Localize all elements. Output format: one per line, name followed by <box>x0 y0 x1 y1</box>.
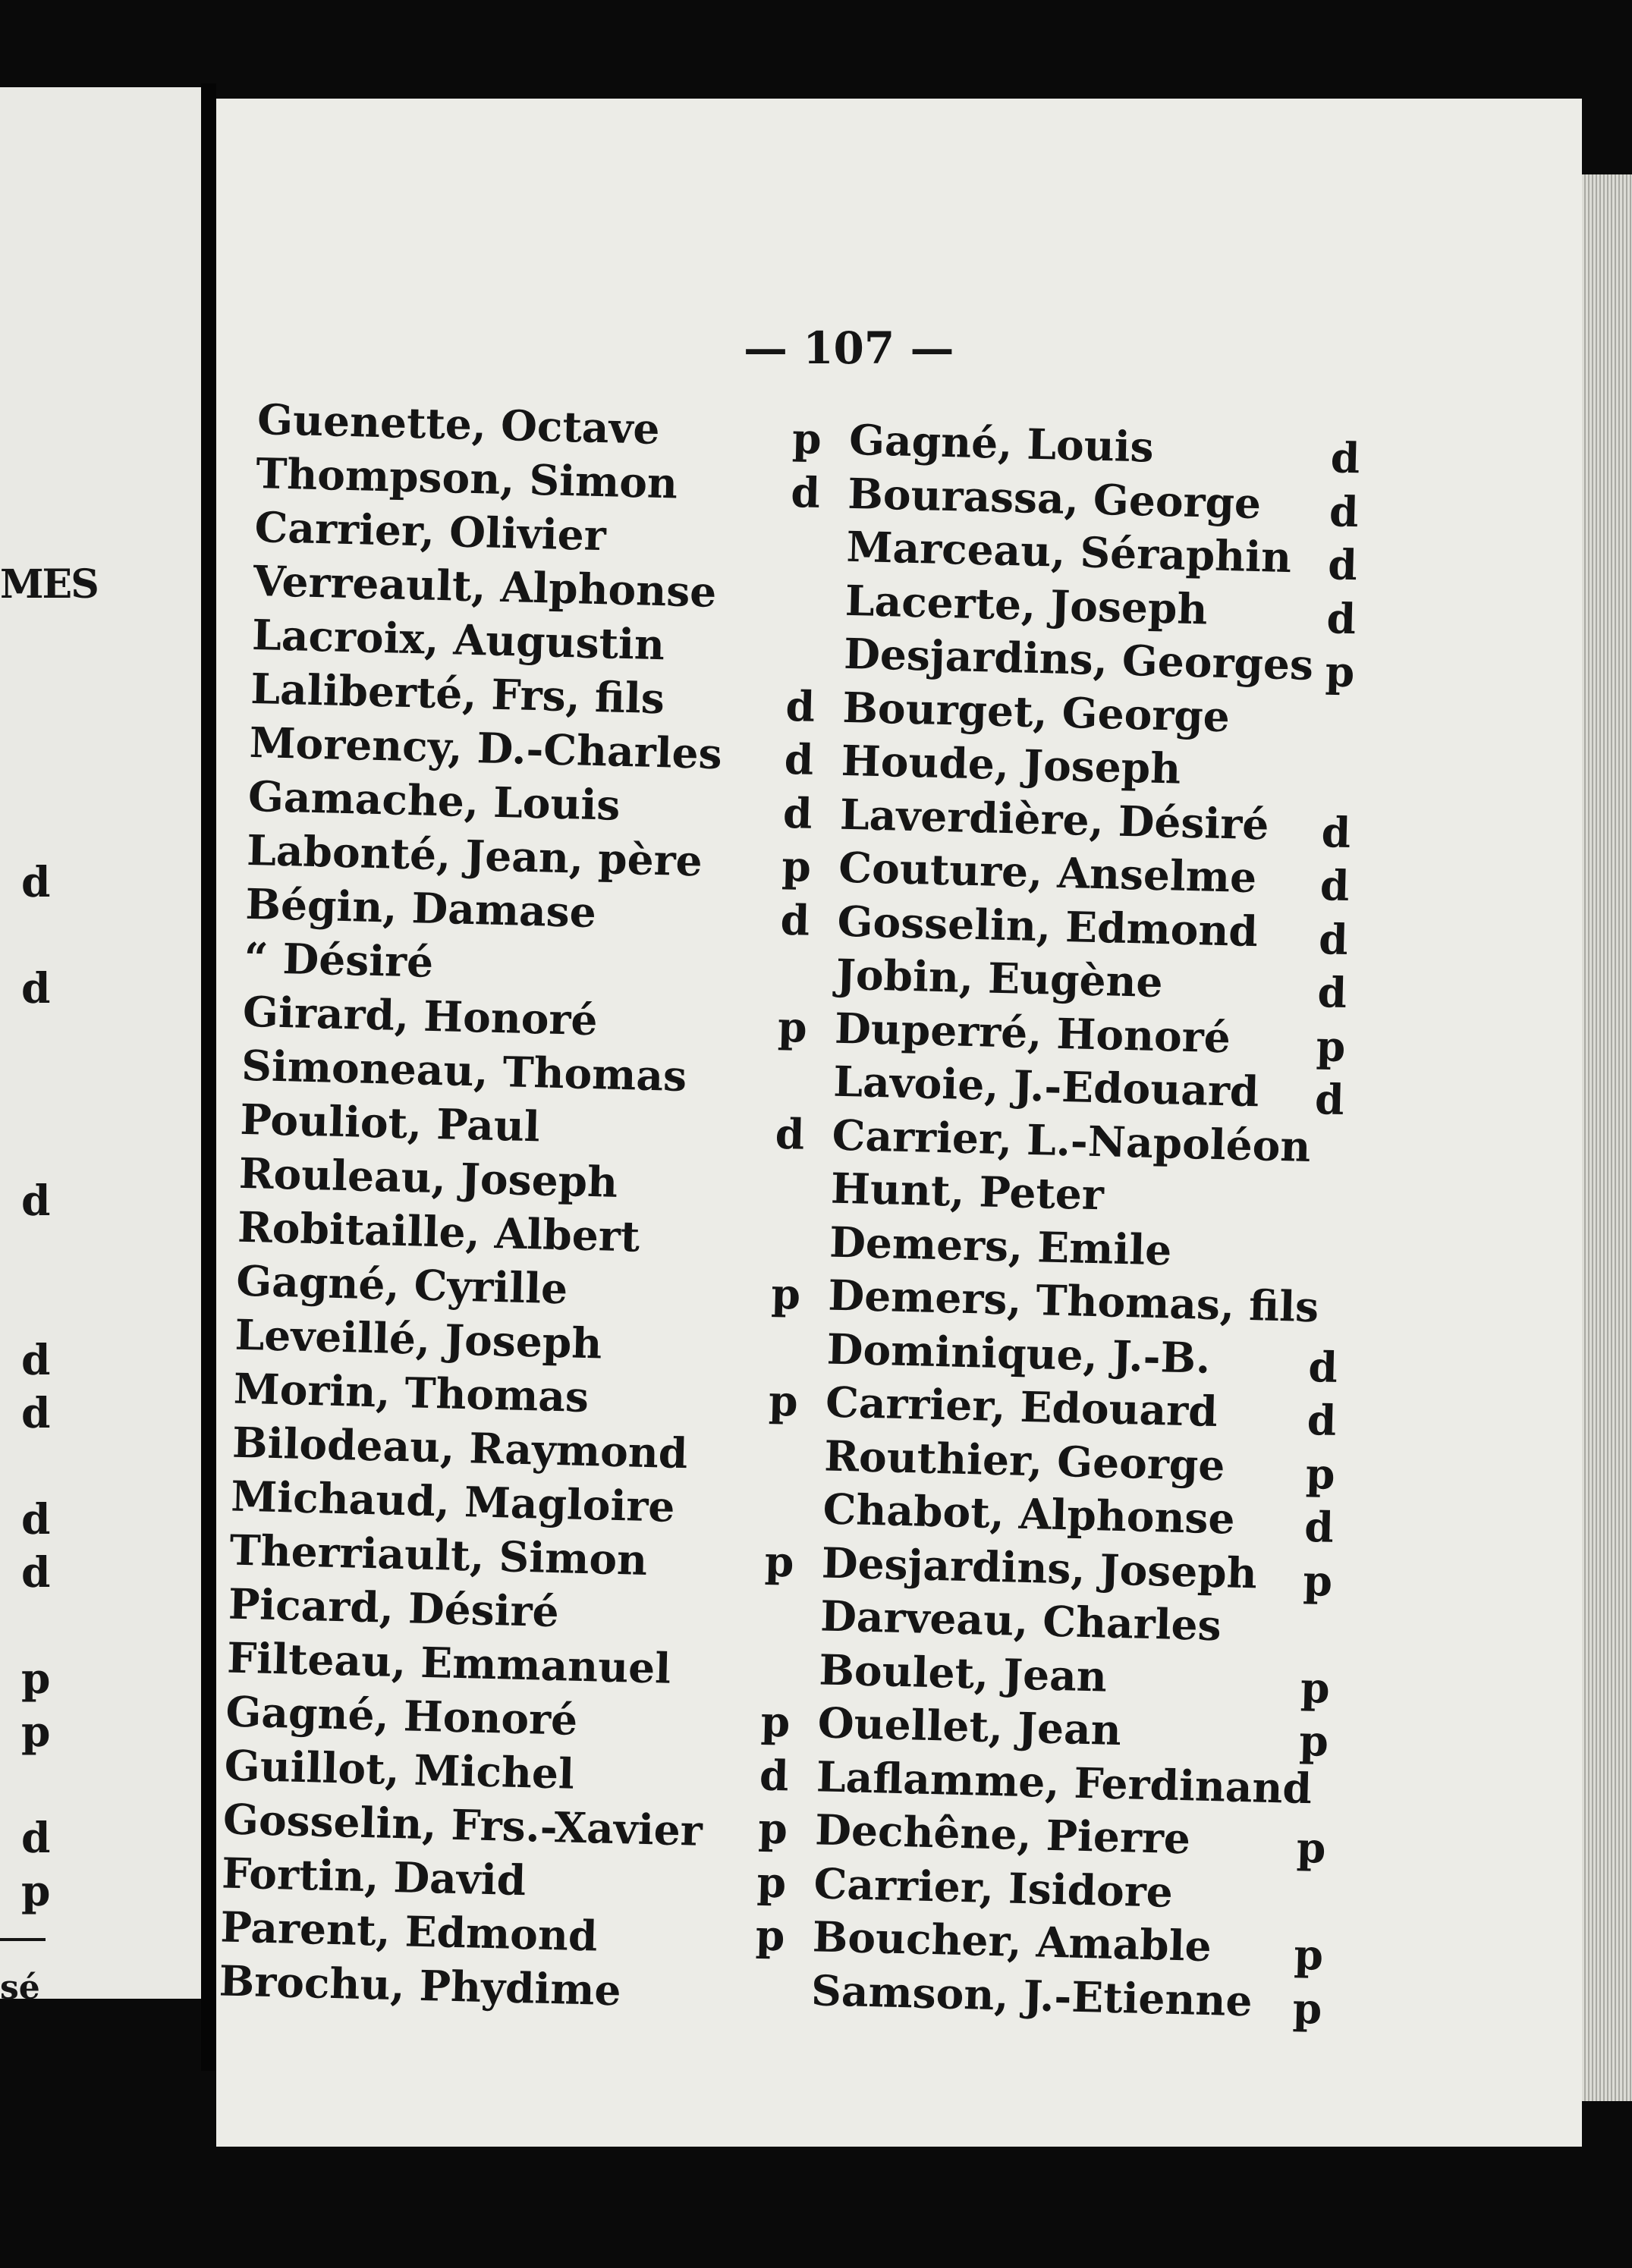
entry-name: Guenette, Octave <box>256 394 661 454</box>
entry-left-mark: p <box>757 1803 788 1854</box>
entry-name: Demers, Thomas, fils <box>827 1270 1319 1332</box>
entry-right-mark: d <box>1307 1341 1338 1392</box>
entry-name: Carrier, Edouard <box>825 1377 1218 1437</box>
entry-name: Rouleau, Joseph <box>238 1148 618 1207</box>
entry-name: Thompson, Simon <box>255 448 678 508</box>
page-edges <box>1582 174 1632 2101</box>
entry-left-mark: d <box>784 733 815 784</box>
entry-right-mark: d <box>1325 592 1357 643</box>
entry-name: Routhier, George <box>823 1430 1226 1490</box>
entry-left-mark: p <box>781 840 812 891</box>
entry-name: Verreault, Alphonse <box>253 555 718 617</box>
entry-left-mark: d <box>782 787 813 838</box>
entry-name: Ouellet, Jean <box>817 1698 1122 1755</box>
entry-left-mark: p <box>770 1268 801 1319</box>
entry-name: Lacroix, Augustin <box>251 609 665 670</box>
entry-name: Gagné, Cyrille <box>235 1255 568 1314</box>
entry-name: “ Désiré <box>244 932 434 987</box>
entry-name: Chabot, Alphonse <box>822 1484 1236 1544</box>
entry-right-mark: d <box>1329 485 1360 536</box>
entry-right-mark: p <box>1325 646 1356 697</box>
entry-left-mark: p <box>764 1536 795 1586</box>
entry-name: Fortin, David <box>221 1848 527 1905</box>
left-margin-mark: d <box>21 1388 51 1437</box>
entry-right-mark: d <box>1320 806 1351 857</box>
left-margin-mark: d <box>21 963 51 1013</box>
left-margin-mark: d <box>21 1335 51 1384</box>
page-number: — 107 — <box>744 322 954 374</box>
entry-name: Gamache, Louis <box>247 771 621 830</box>
entry-right-mark: d <box>1327 539 1358 590</box>
entry-right-mark: p <box>1293 1929 1324 1980</box>
entry-name: Carrier, Olivier <box>253 501 607 561</box>
entry-name: Darveau, Charles <box>819 1591 1222 1651</box>
entry-name: Picard, Désiré <box>228 1578 560 1637</box>
entry-right-mark: d <box>1303 1501 1335 1552</box>
entry-right-mark: d <box>1307 1394 1338 1445</box>
entry-left-mark: d <box>790 466 821 517</box>
entry-name: Desjardins, Joseph <box>821 1537 1258 1597</box>
entry-name: Duperré, Honoré <box>834 1003 1231 1062</box>
entry-name: Morency, D.-Charles <box>249 717 723 779</box>
entry-name: Demers, Emile <box>829 1217 1173 1275</box>
entry-name: Lavoie, J.-Edouard <box>832 1056 1260 1117</box>
left-margin-mark: d <box>21 1494 51 1544</box>
entry-name: Desjardins, Georges <box>843 628 1314 690</box>
entry-name: Lacerte, Joseph <box>844 575 1209 633</box>
entry-name: Carrier, L.-Napoléon <box>831 1110 1312 1171</box>
entry-name: Morin, Thomas <box>233 1363 590 1422</box>
entry-name: Bilodeau, Raymond <box>231 1417 689 1478</box>
entry-name: Hunt, Peter <box>830 1163 1105 1220</box>
entry-left-mark: d <box>775 1108 806 1159</box>
entry-name: Bourassa, George <box>847 468 1262 528</box>
entry-right-mark: p <box>1296 1822 1327 1873</box>
entry-name: Boucher, Amable <box>812 1911 1212 1971</box>
entry-name: Labonté, Jean, père <box>246 825 703 886</box>
entry-name: Laliberté, Frs, fils <box>250 663 665 724</box>
entry-name: Gosselin, Edmond <box>836 896 1259 956</box>
entry-name: Couture, Anselme <box>838 842 1257 903</box>
left-margin-mark: d <box>21 857 51 906</box>
entry-right-mark: p <box>1300 1662 1331 1713</box>
left-margin-mark: p <box>21 1866 51 1915</box>
entry-name: Bourget, George <box>841 682 1231 741</box>
left-margin-mark: p <box>21 1654 51 1703</box>
entry-name: Therriault, Simon <box>228 1525 648 1585</box>
entry-left-mark: d <box>785 680 816 731</box>
left-page-heading-fragment: MES <box>0 561 98 608</box>
entry-left-mark: p <box>791 413 822 463</box>
entry-name: Samson, J.-Etienne <box>810 1965 1253 2025</box>
entry-right-mark: d <box>1316 967 1347 1018</box>
entry-left-mark: p <box>777 1001 808 1052</box>
entry-left-mark: d <box>779 894 810 945</box>
entry-name: Filteau, Emmanuel <box>226 1632 671 1693</box>
entry-right-mark: d <box>1318 913 1349 964</box>
entry-left-mark: p <box>760 1696 791 1747</box>
entry-name: Gosselin, Frs.-Xavier <box>222 1794 703 1855</box>
book-gutter <box>201 83 216 2071</box>
entry-right-mark: d <box>1330 432 1361 483</box>
left-page <box>0 87 201 2007</box>
entry-left-mark: p <box>755 1910 786 1961</box>
entry-right-mark: p <box>1316 1020 1347 1071</box>
entry-name: Gagné, Honoré <box>225 1686 578 1745</box>
entry-right-mark: p <box>1302 1555 1333 1606</box>
entry-name: Guillot, Michel <box>224 1740 575 1798</box>
entry-left-mark: d <box>759 1749 790 1800</box>
entry-right-mark: d <box>1319 860 1351 911</box>
entry-right-mark: p <box>1298 1715 1329 1766</box>
entry-name: Bégin, Damase <box>244 878 597 938</box>
entry-name: Gagné, Louis <box>848 414 1155 472</box>
entry-name: Marceau, Séraphin <box>845 521 1292 583</box>
entry-name: Parent, Edmond <box>219 1902 599 1961</box>
entry-name: Girard, Honoré <box>242 986 599 1045</box>
entry-name: Pouliot, Paul <box>239 1094 541 1151</box>
left-page-footer-fragment: sé <box>0 1968 40 2007</box>
entry-left-mark: p <box>756 1856 787 1907</box>
entry-name: Leveillé, Joseph <box>234 1309 603 1368</box>
entry-name: Robitaille, Albert <box>237 1202 640 1261</box>
entry-name: Boulet, Jean <box>818 1644 1108 1701</box>
entry-right-mark: d <box>1314 1074 1345 1125</box>
entry-name: Jobin, Eugène <box>835 949 1164 1007</box>
entry-left-mark: p <box>768 1375 799 1426</box>
entry-name: Dominique, J.-B. <box>826 1323 1211 1383</box>
entry-name: Carrier, Isidore <box>813 1858 1174 1917</box>
left-margin-mark: d <box>21 1176 51 1225</box>
entry-name: Dechêne, Pierre <box>814 1805 1191 1864</box>
entry-name: Brochu, Phydime <box>219 1955 622 2015</box>
entry-name: Laflamme, Ferdinand <box>816 1751 1313 1813</box>
left-page-footer-rule <box>0 1938 46 1941</box>
entry-name: Houde, Joseph <box>841 735 1182 793</box>
left-margin-mark: d <box>21 1547 51 1597</box>
entry-name: Michaud, Magloire <box>230 1471 676 1531</box>
entry-right-mark: p <box>1292 1983 1323 2034</box>
left-margin-mark: d <box>21 1813 51 1862</box>
entry-name: Simoneau, Thomas <box>241 1040 687 1101</box>
entry-name: Laverdière, Désiré <box>839 789 1270 849</box>
left-margin-mark: p <box>21 1707 51 1756</box>
entry-right-mark: p <box>1305 1448 1336 1499</box>
